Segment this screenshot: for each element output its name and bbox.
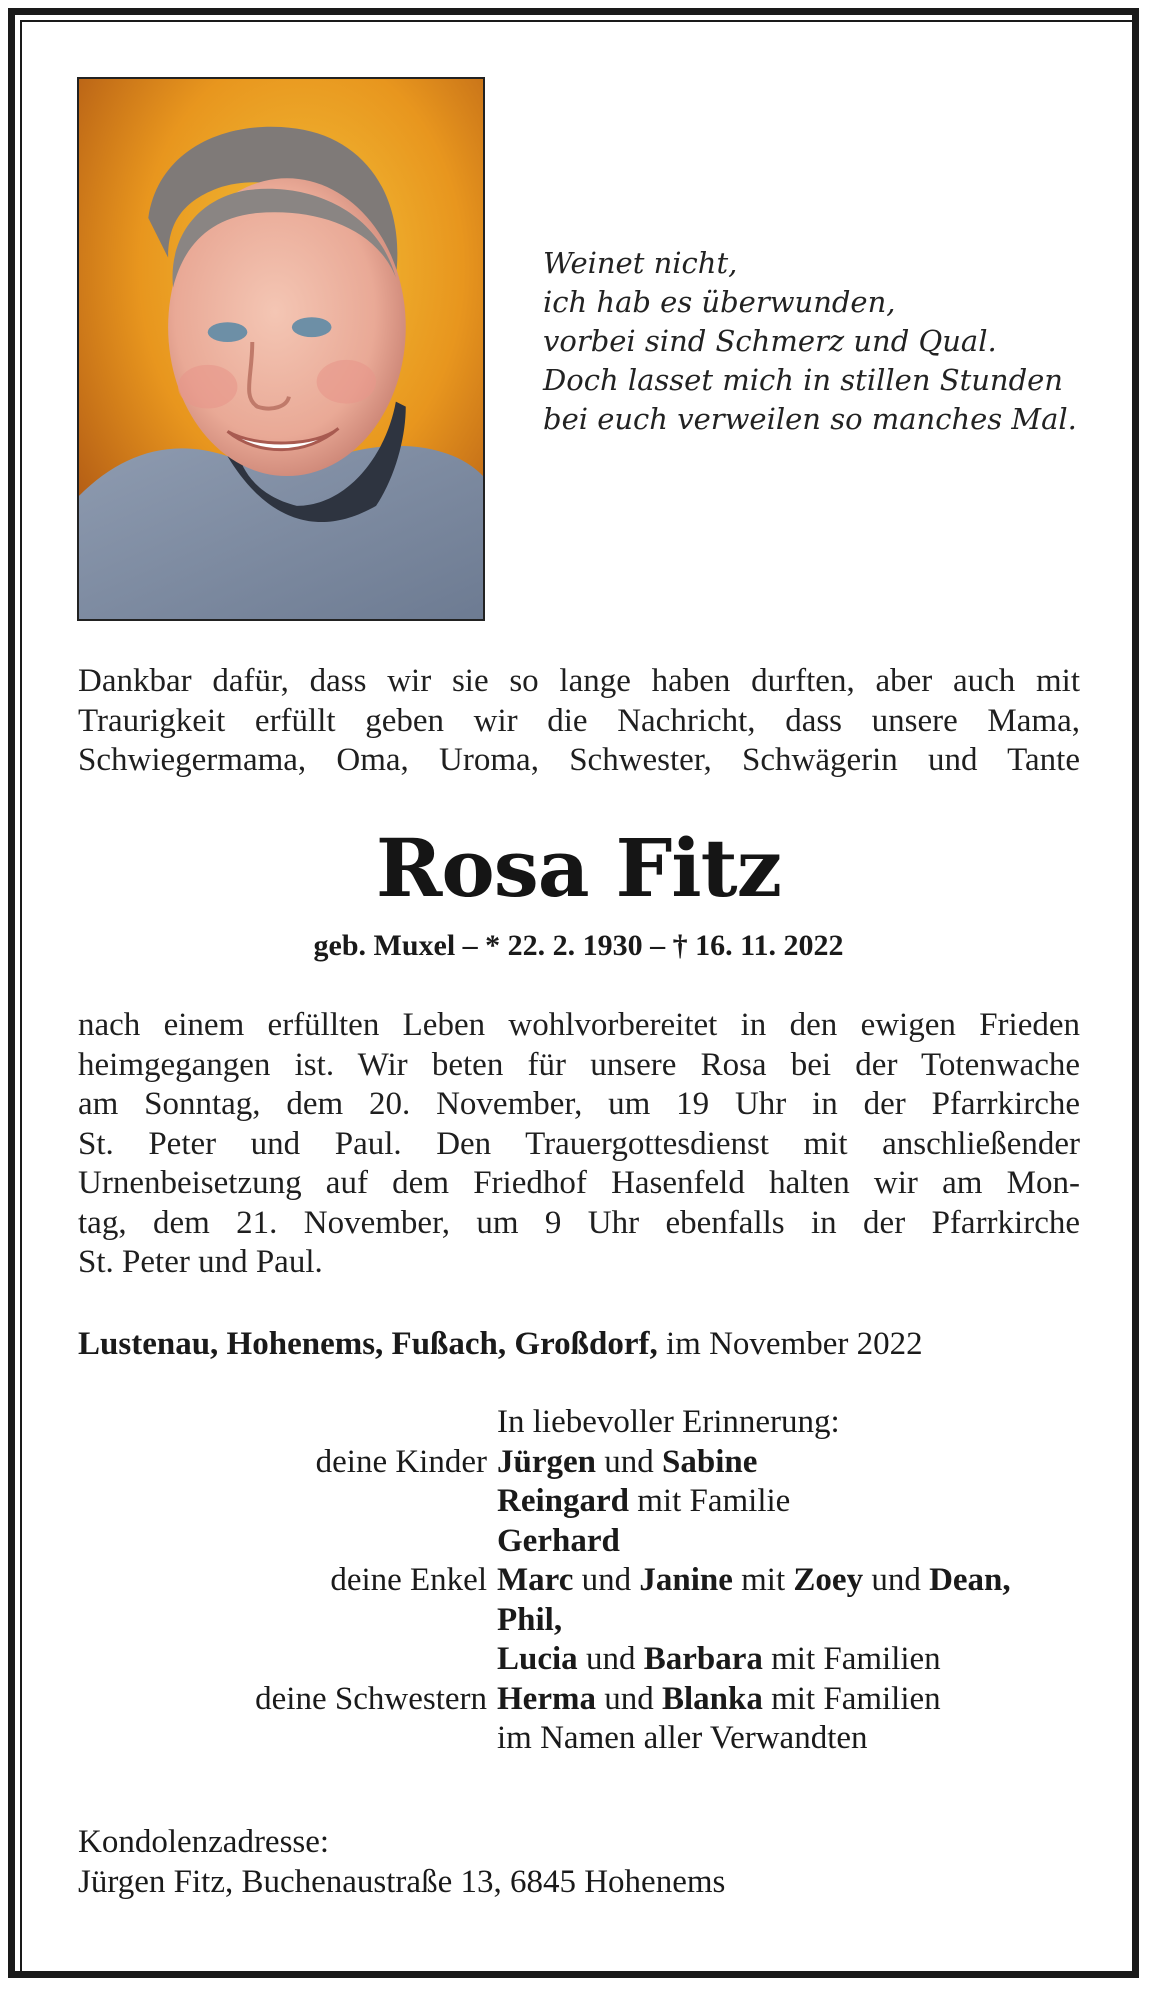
verse-line: bei euch verweilen so manches Mal. xyxy=(543,402,1077,436)
condolence-label: Kondolenzadresse: xyxy=(78,1824,330,1860)
deceased-name: Rosa Fitz xyxy=(375,821,782,915)
kinder-line-3: Gerhard xyxy=(497,1522,620,1559)
enkel-line-3: Lucia und Barbara mit Familien xyxy=(497,1641,941,1677)
body-line: St. Peter und Paul. Den Trauergottesdienst mit anschließender xyxy=(78,1125,1080,1162)
intro-paragraph xyxy=(78,662,1080,781)
condolence-address xyxy=(78,1822,725,1902)
schwestern-line: Herma und Blanka mit Familien xyxy=(497,1680,941,1717)
places-and-date xyxy=(78,1326,923,1363)
family-list xyxy=(0,1404,1157,1760)
verse-line: vorbei sind Schmerz und Qual. xyxy=(543,324,997,358)
verse-line: Doch lasset mich in stillen Stunden xyxy=(543,363,1063,397)
intro-line: Schwiegermama, Oma, Uroma, Schwester, Schwägerin und Tante xyxy=(78,742,1080,778)
body-line: tag, dem 21. November, um 9 Uhr ebenfalls in der Pfarrkirche xyxy=(78,1204,1080,1241)
verse xyxy=(543,244,1103,439)
places-bold: Lustenau, Hohenems, Fußach, Großdorf, xyxy=(78,1326,658,1362)
kinder-line-2: Reingard mit Familie xyxy=(497,1483,791,1519)
intro-line: Traurigkeit erfüllt geben wir die Nachricht, dass unsere Mama, xyxy=(78,702,1080,739)
verse-line: Weinet nicht, xyxy=(543,246,738,280)
kinder-line-1: Jürgen und Sabine xyxy=(497,1443,758,1480)
body-line: am Sonntag, dem 20. November, um 19 Uhr in der Pfarrkirche xyxy=(78,1086,1080,1122)
places-date: im November 2022 xyxy=(657,1326,923,1362)
body-line: nach einem erfüllten Leben wohlvorbereitet in den ewigen Frieden xyxy=(78,1007,1080,1043)
birth-death-dates: geb. Muxel – * 22. 2. 1930 – † 16. 11. 2022 xyxy=(313,929,844,962)
body-paragraph xyxy=(78,1006,1080,1283)
enkel-line-1: Marc und Janine mit Zoey und Dean, xyxy=(497,1562,1011,1598)
enkel-line-2: Phil, xyxy=(497,1601,563,1638)
body-line: Urnenbeisetzung auf dem Friedhof Hasenfeld halten wir am Mon- xyxy=(78,1165,1080,1201)
schwestern-label: deine Schwestern xyxy=(255,1680,487,1717)
portrait-photo xyxy=(77,77,485,621)
body-line: St. Peter und Paul. xyxy=(78,1244,323,1280)
enkel-label: deine Enkel xyxy=(330,1562,487,1598)
body-line: heimgegangen ist. Wir beten für unsere Rosa bei der Totenwache xyxy=(78,1046,1080,1083)
kinder-label: deine Kinder xyxy=(315,1443,487,1480)
verwandte-line: im Namen aller Verwandten xyxy=(497,1720,868,1756)
intro-line: Dankbar dafür, dass wir sie so lange haben durften, aber auch mit xyxy=(78,663,1080,699)
condolence-address-text: Jürgen Fitz, Buchenaustraße 13, 6845 Hohenems xyxy=(78,1864,726,1900)
family-heading: In liebevoller Erinnerung: xyxy=(497,1404,840,1440)
portrait-illustration xyxy=(79,79,483,619)
verse-line: ich hab es überwunden, xyxy=(543,285,896,319)
